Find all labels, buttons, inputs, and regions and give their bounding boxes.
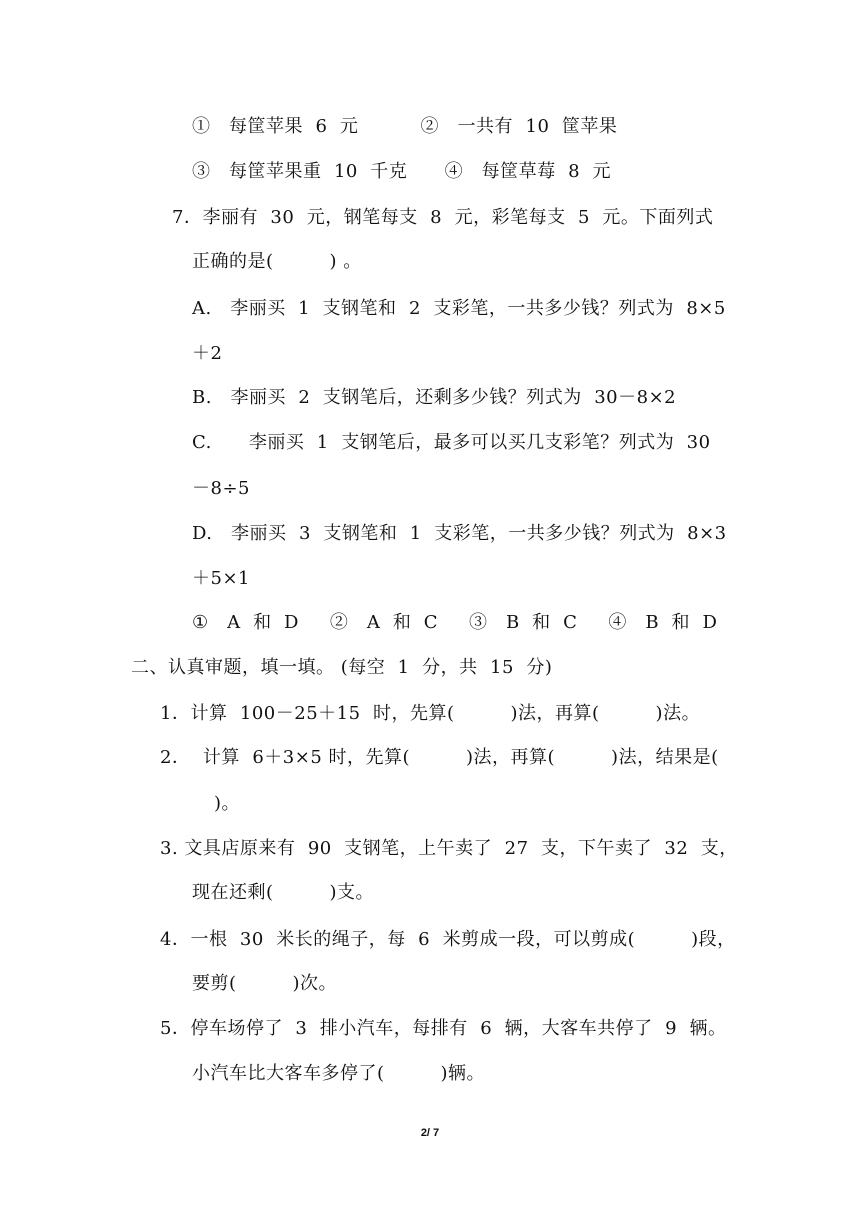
fill-q2-cont: )。 [214,793,241,814]
fill-q2: 2． 计算 6＋3×5 时，先算( )法，再算( )法，结果是( [160,747,719,768]
page-number: 2/ 7 [420,1127,440,1139]
fill-q3-cont: 现在还剩( )支。 [192,882,375,903]
fill-q1: 1．计算 100－25＋15 时，先算( )法，再算( )法。 [160,703,701,724]
q7-stem-cont: 正确的是( ) 。 [192,251,362,272]
fill-q5: 5．停车场停了 3 排小汽车，每排有 6 辆，大客车共停了 9 辆。 [160,1018,727,1039]
section-heading: 二、认真审题，填一填。 (每空 1 分，共 15 分) [131,657,553,678]
q7-option-a: A. 李丽买 1 支钢笔和 2 支彩笔，一共多少钱？列式为 8×5 [192,298,726,319]
q7-option-d: D. 李丽买 3 支钢笔和 1 支彩笔，一共多少钱？列式为 8×3 [192,523,727,544]
q7-option-c: C. 李丽买 1 支钢笔后，最多可以买几支彩笔？列式为 30 [192,432,711,453]
q7-option-c-cont: －8÷5 [192,478,250,499]
q6-options-row-2: ③ 每筐苹果重 10 千克 ④ 每筐草莓 8 元 [192,161,611,182]
q7-choices: ① A 和 D ② A 和 C ③ B 和 C ④ B 和 D [192,612,718,633]
fill-q4-cont: 要剪( )次。 [192,973,338,994]
q6-options-row-1: ① 每筐苹果 6 元 ② 一共有 10 筐苹果 [192,116,618,137]
q7-option-b: B. 李丽买 2 支钢笔后，还剩多少钱？列式为 30－8×2 [192,387,677,408]
q7-option-a-cont: ＋2 [192,343,223,364]
fill-q4: 4．一根 30 米长的绳子，每 6 米剪成一段，可以剪成( )段， [160,929,736,950]
q7-stem: 7．李丽有 30 元，钢笔每支 8 元，彩笔每支 5 元。下面列式 [172,207,714,228]
fill-q5-cont: 小汽车比大客车多停了( )辆。 [192,1063,486,1084]
q7-option-d-cont: ＋5×1 [192,568,250,589]
fill-q3: 3. 文具店原来有 90 支钢笔，上午卖了 27 支，下午卖了 32 支， [160,838,738,859]
